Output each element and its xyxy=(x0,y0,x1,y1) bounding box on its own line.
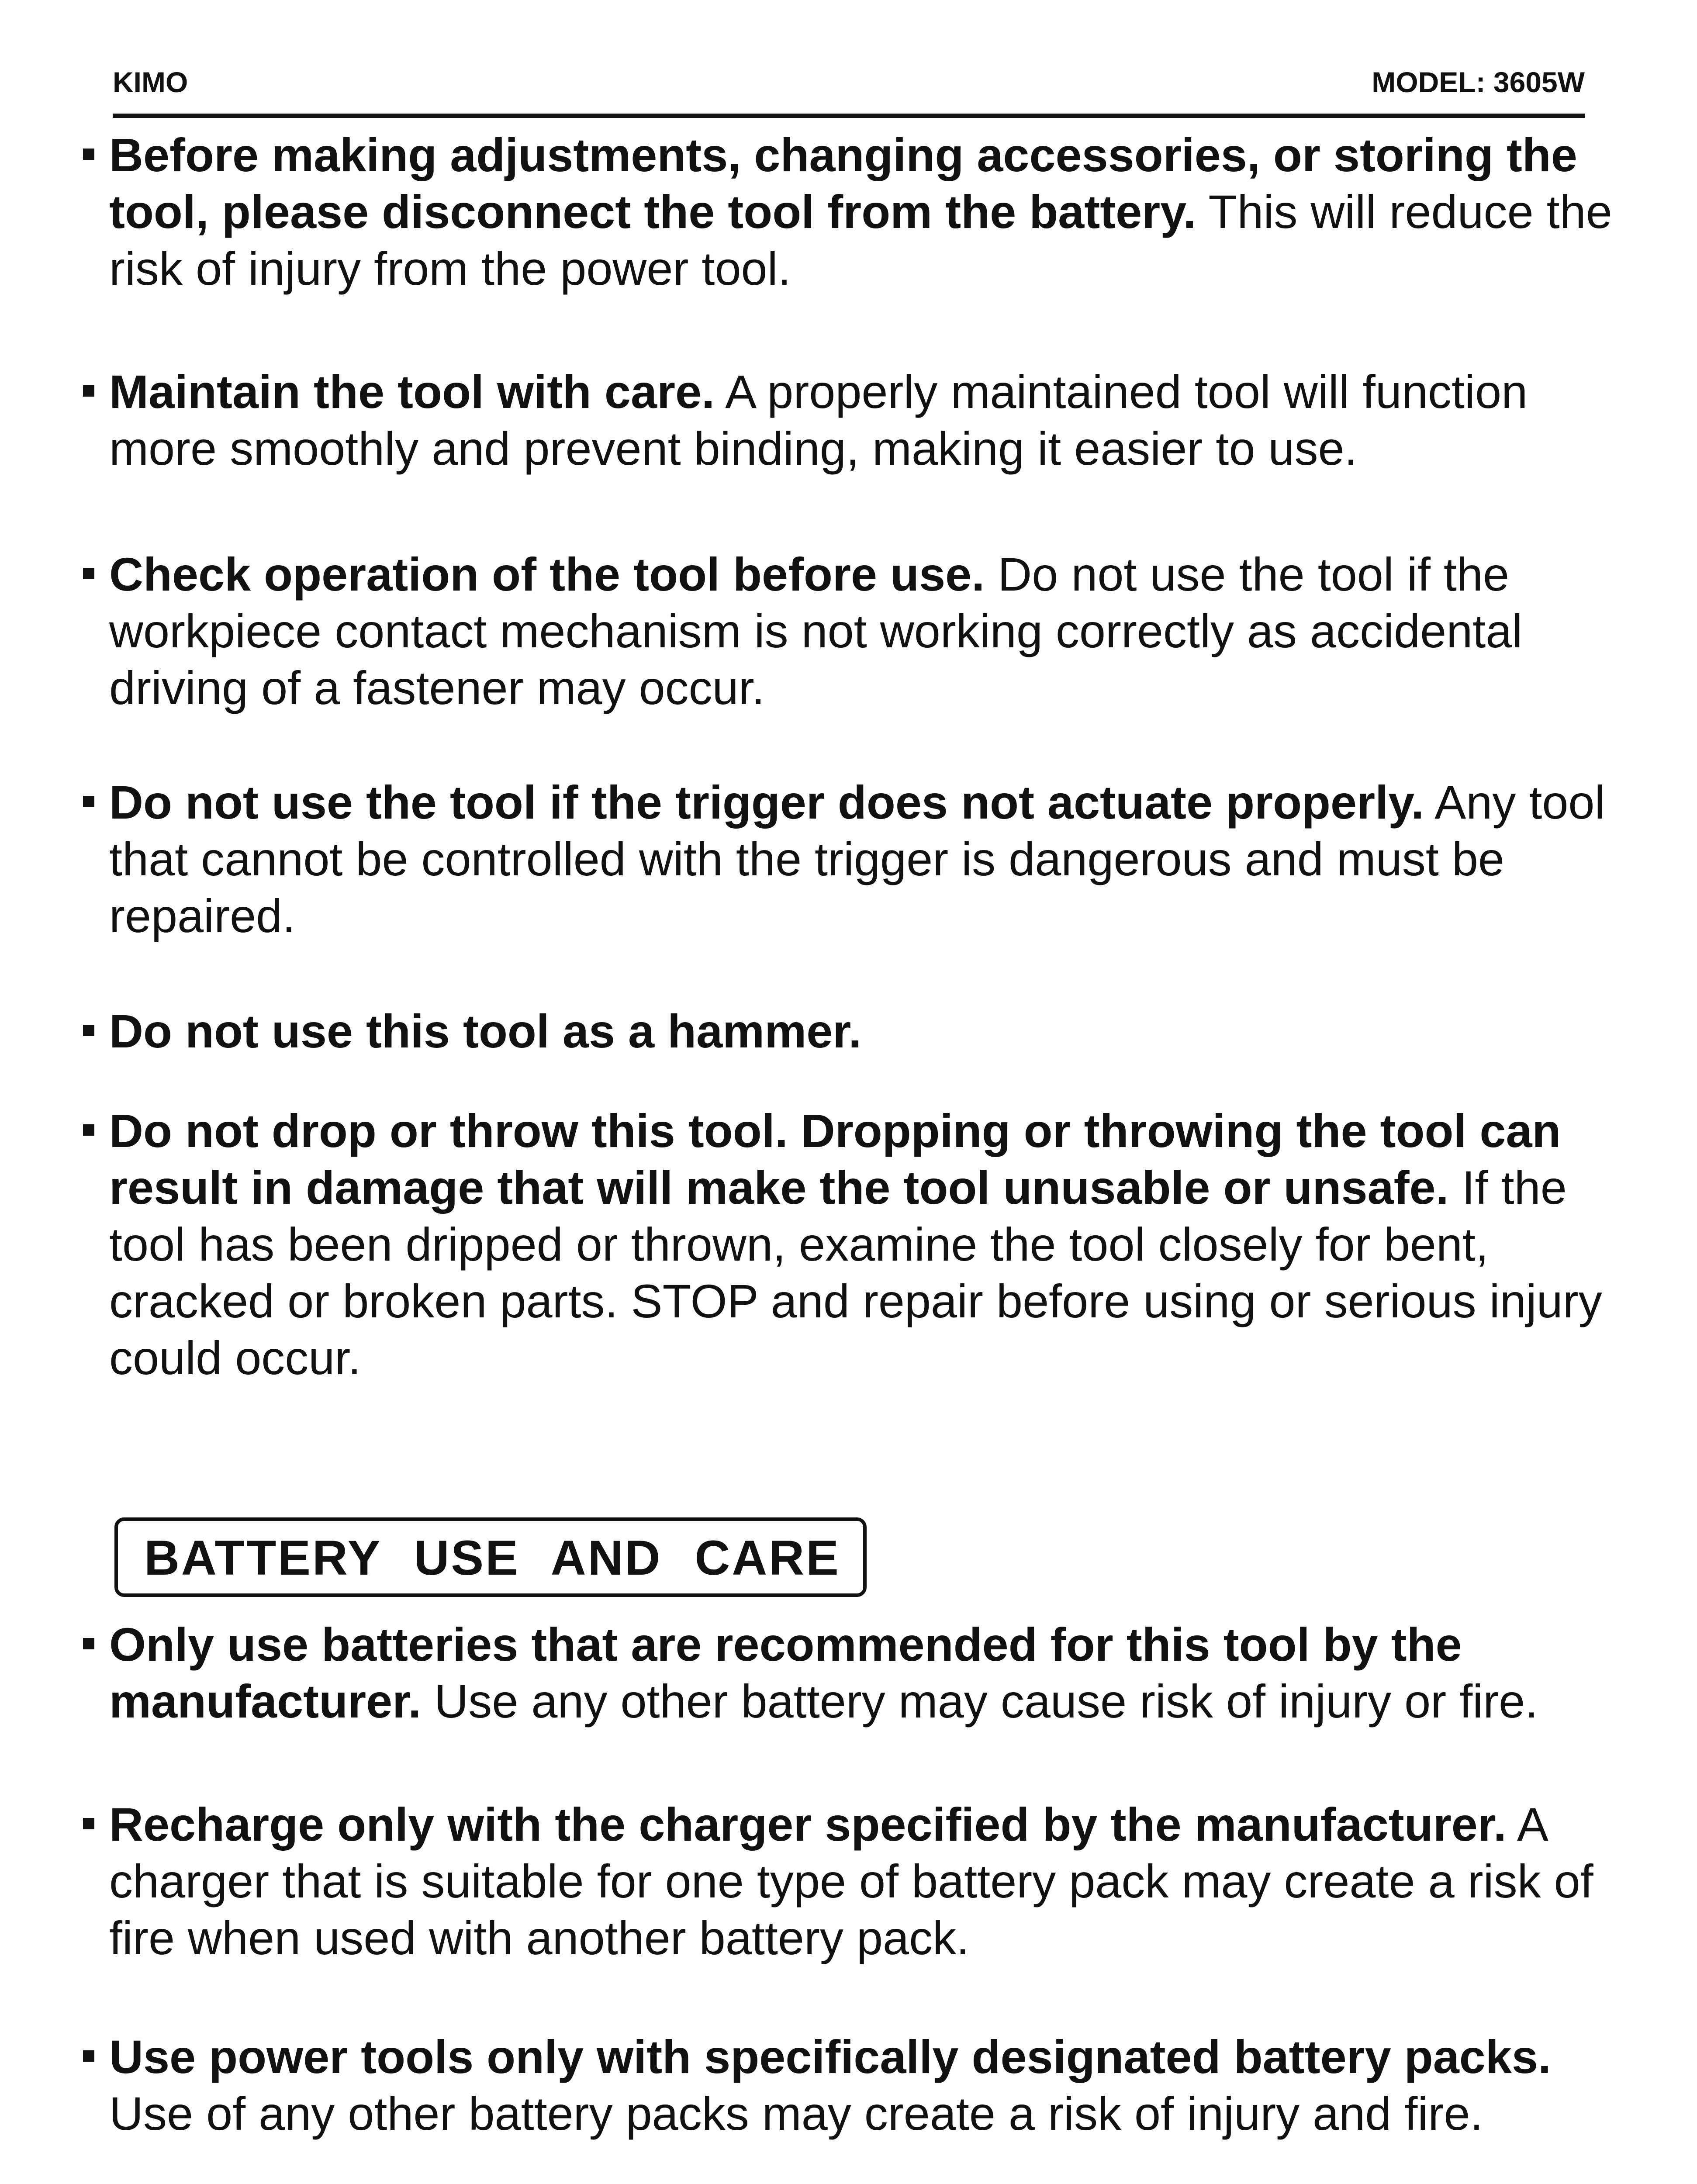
item-body: Use any other battery may cause risk of injury or fire. xyxy=(434,1675,1538,1728)
bullet-icon xyxy=(83,2050,94,2062)
item-lead: Do not drop or throw this tool. Dropping or throwing the tool can result in damage that will make the tool unusable or unsafe. xyxy=(109,1104,1561,1214)
bullet-icon xyxy=(83,1638,94,1649)
list-item xyxy=(83,546,1621,716)
item-body: A properly maintained tool will function more smoothly and prevent binding, making it easier to use. xyxy=(109,365,1528,475)
item-body: Do not use the tool if the workpiece contact mechanism is not working correctly as accidental driving of a fastener may occur. xyxy=(109,548,1523,714)
item-body: Use of any other battery packs may create a risk of injury and fire. xyxy=(109,2087,1483,2140)
brand-name: KIMO xyxy=(113,66,188,98)
item-body: If the tool has been dripped or thrown, examine the tool closely for bent, cracked or broken parts. STOP and repair before using or serious injury could occur. xyxy=(109,1161,1602,1384)
item-lead: Check operation of the tool before use. xyxy=(109,548,985,601)
list-item xyxy=(83,1616,1621,1730)
item-lead: Use power tools only with specifically designated battery packs. xyxy=(109,2030,1551,2083)
item-lead: Before making adjustments, changing accessories, or storing the tool, please disconnect the tool from the battery. xyxy=(109,128,1577,238)
list-item xyxy=(83,1102,1621,1386)
model-number: MODEL: 3605W xyxy=(1372,66,1585,98)
list-item xyxy=(83,127,1621,297)
bullet-icon xyxy=(83,568,94,579)
item-body: This will reduce the risk of injury from the power tool. xyxy=(109,185,1612,295)
list-item xyxy=(83,363,1621,477)
list-item xyxy=(83,774,1621,944)
item-lead: Recharge only with the charger specified by the manufacturer. xyxy=(109,1798,1507,1851)
bullet-icon xyxy=(83,1025,94,1036)
bullet-icon xyxy=(83,1124,94,1136)
bullet-icon xyxy=(83,796,94,807)
item-lead: Only use batteries that are recommended for this tool by the manufacturer. xyxy=(109,1618,1462,1728)
list-item xyxy=(83,1796,1621,1966)
bullet-icon xyxy=(83,385,94,397)
list-item xyxy=(83,2028,1621,2142)
item-body: A charger that is suitable for one type of battery pack may create a risk of fire when used with another battery pack. xyxy=(109,1798,1593,1964)
page-content xyxy=(83,127,1621,2142)
bullet-icon xyxy=(83,1818,94,1829)
section-title: BATTERY USE AND CARE xyxy=(114,1517,867,1597)
item-lead: Maintain the tool with care. xyxy=(109,365,715,418)
list-item xyxy=(83,1003,1621,1060)
item-lead: Do not use the tool if the trigger does not actuate properly. xyxy=(109,776,1424,829)
item-body: Any tool that cannot be controlled with the trigger is dangerous and must be repaired. xyxy=(109,776,1605,942)
page-header xyxy=(113,66,1585,118)
section-header-row xyxy=(83,1517,1621,1597)
bullet-icon xyxy=(83,149,94,160)
item-lead: Do not use this tool as a hammer. xyxy=(109,1005,862,1057)
